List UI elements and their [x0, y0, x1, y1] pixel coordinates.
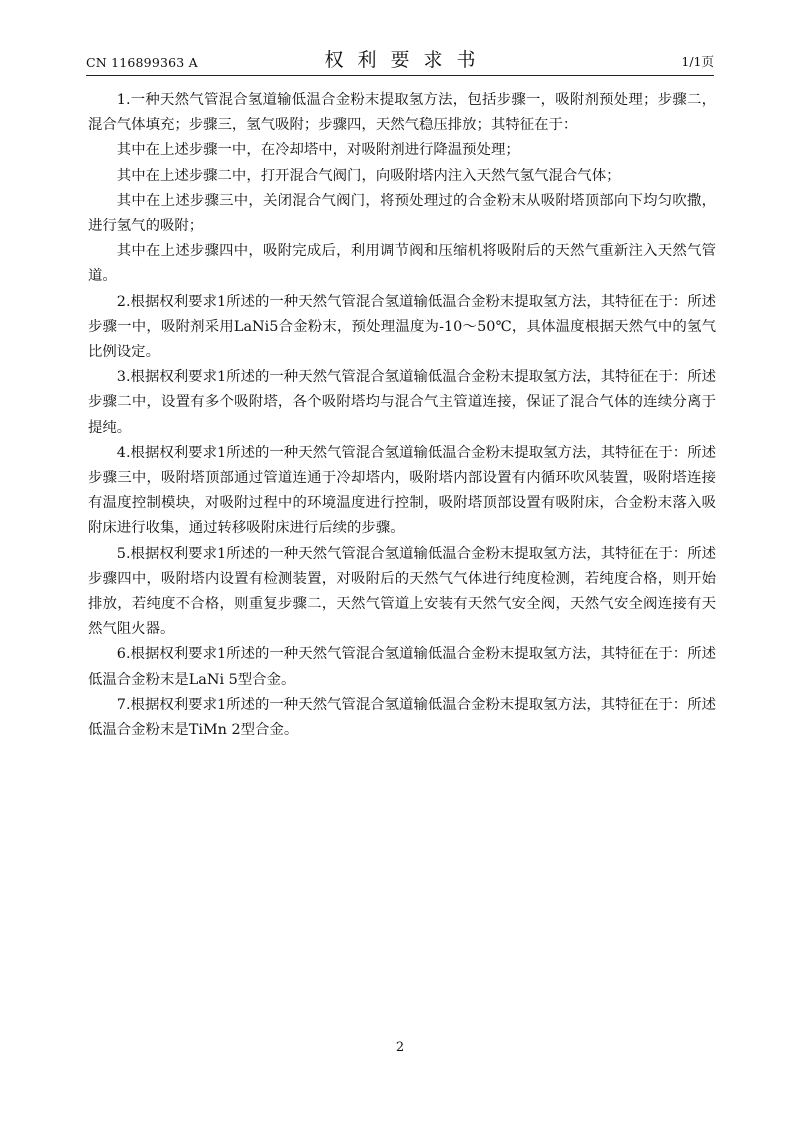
claim-2-paragraph: 2.根据权利要求1所述的一种天然气管混合氢道输低温合金粉末提取氢方法，其特征在于：所述步骤一中，吸附剂采用LaNi5合金粉末，预处理温度为-10～50℃，具体温度根据天然气中的氢气比例设定。 [88, 293, 716, 361]
claim-1-step-1: 其中在上述步骤一中，在冷却塔中，对吸附剂进行降温预处理； [116, 142, 520, 159]
page-number: 2 [395, 1040, 405, 1055]
claim-5-paragraph: 5.根据权利要求1所述的一种天然气管混合氢道输低温合金粉末提取氢方法，其特征在于：所述步骤四中，吸附塔内设置有检测装置，对吸附后的天然气气体进行纯度检测，若纯度合格，则开始排放，若纯度不合格，则重复步骤二，天然气管道上安装有天然气安全阀，天然气安全阀连接有天然气阻火器。 [88, 545, 716, 638]
claims-body [88, 88, 716, 743]
claim-1-step-2: 其中在上述步骤二中，打开混合气阀门，向吸附塔内注入天然气氢气混合气体； [116, 167, 621, 184]
claim-4-paragraph: 4.根据权利要求1所述的一种天然气管混合氢道输低温合金粉末提取氢方法，其特征在于：所述步骤三中，吸附塔顶部通过管道连通于冷却塔内，吸附塔内部设置有内循环吹风装置，吸附塔连接有温度控制模块，对吸附过程中的环境温度进行控制，吸附塔顶部设置有吸附床，合金粉末落入吸附床进行收集，通过转移吸附床进行后续的步骤。 [88, 444, 716, 537]
document-title: 权利要求书 [324, 49, 490, 71]
claim-7-paragraph: 7.根据权利要求1所述的一种天然气管混合氢道输低温合金粉末提取氢方法，其特征在于：所述低温合金粉末是TiMn 2型合金。 [88, 696, 716, 739]
publication-number: CN 116899363 A [86, 55, 198, 70]
page-indicator: 1/1页 [681, 54, 714, 69]
header-divider [86, 75, 714, 76]
claim-1-paragraph: 1.一种天然气管混合氢道输低温合金粉末提取氢方法，包括步骤一，吸附剂预处理；步骤二，混合气体填充；步骤三，氢气吸附；步骤四，天然气稳压排放；其特征在于： [88, 92, 716, 134]
claim-1-step-4: 其中在上述步骤四中，吸附完成后，利用调节阀和压缩机将吸附后的天然气重新注入天然气管道。 [88, 243, 716, 285]
claim-3-paragraph: 3.根据权利要求1所述的一种天然气管混合氢道输低温合金粉末提取氢方法，其特征在于：所述步骤二中，设置有多个吸附塔，各个吸附塔均与混合气主管道连接，保证了混合气体的连续分离于提纯。 [88, 369, 716, 436]
claim-6-paragraph: 6.根据权利要求1所述的一种天然气管混合氢道输低温合金粉末提取氢方法，其特征在于：所述低温合金粉末是LaNi 5型合金。 [88, 646, 716, 688]
page-header [86, 46, 714, 74]
claim-1-step-3: 其中在上述步骤三中，关闭混合气阀门，将预处理过的合金粉末从吸附塔顶部向下均匀吹撒，进行氢气的吸附； [88, 192, 716, 235]
